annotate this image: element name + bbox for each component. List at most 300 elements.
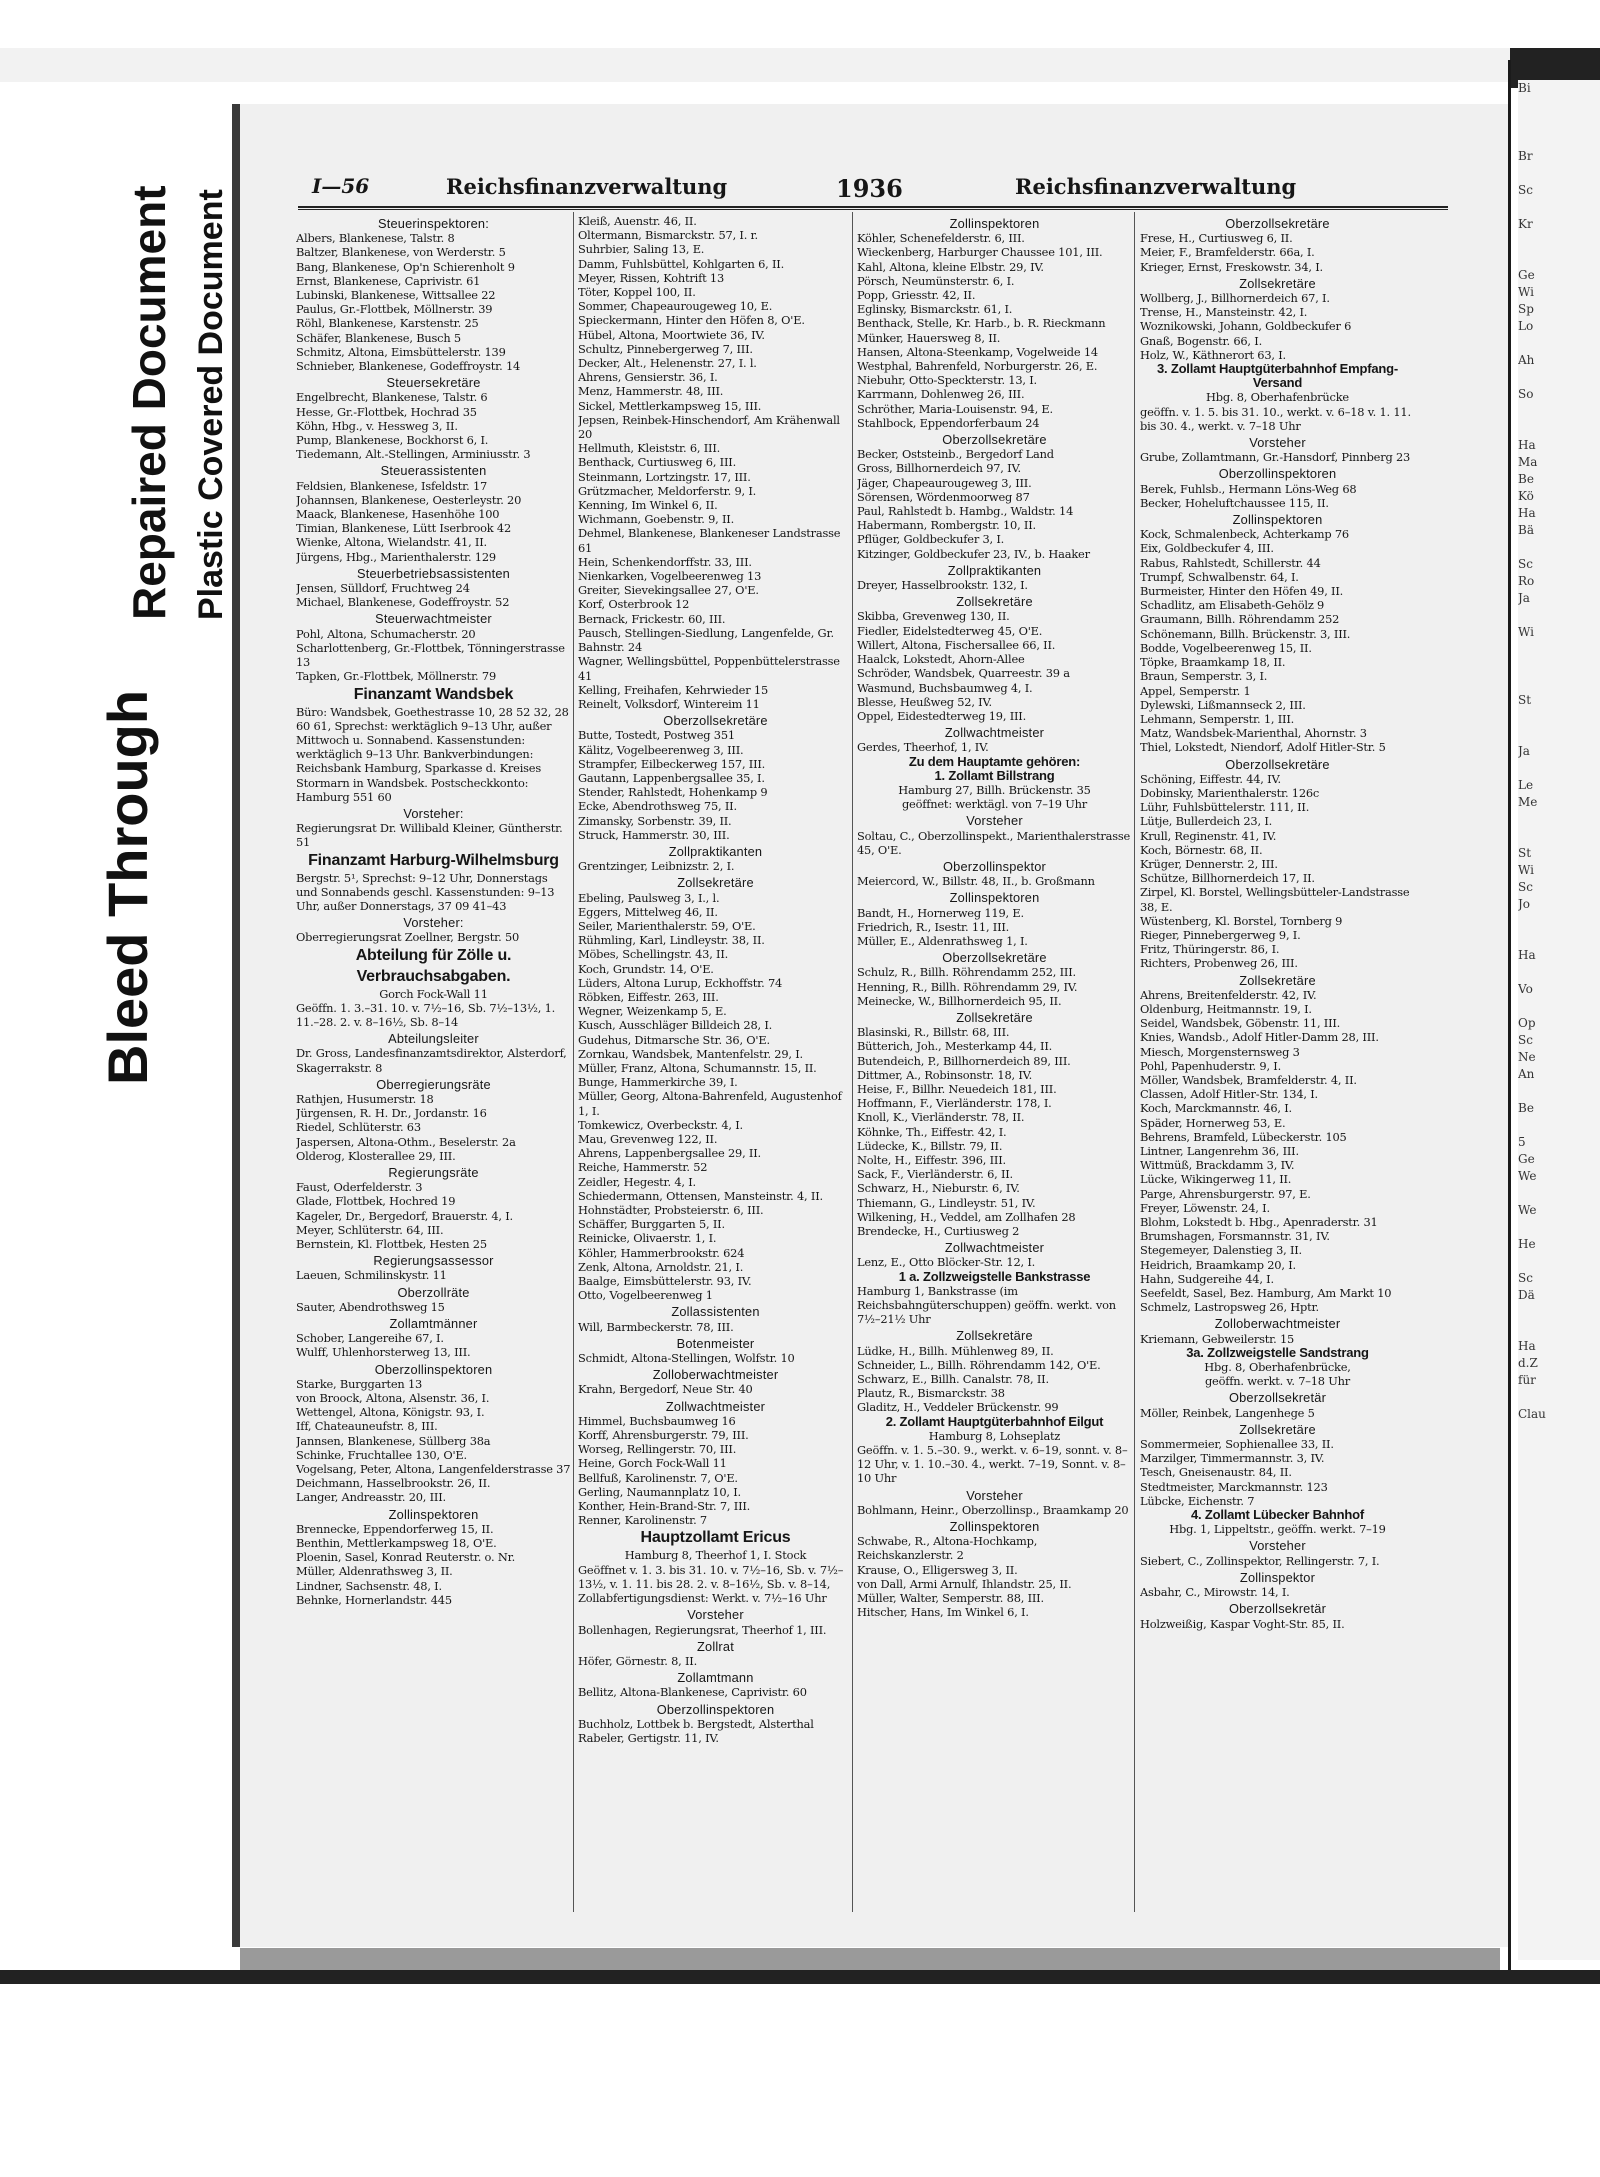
directory-entry: Büro: Wandsbek, Goethestrasse 10, 28 52 32, 28 60 61, Sprechst: werktäglich 9–13 Uhr, außer Mittwoch u. Sonnabend. Kassenstunden: werktäglich 9–13 Uhr. Bankverbindungen: Reichsbank Hamburg, Sparkasse d. Kreises Stormarn in Wandsbek. Postscheckkonto: Hamburg 551 60	[296, 704, 569, 804]
next-page-fragment: Ge	[1518, 268, 1535, 282]
next-page-fragment: We	[1518, 1169, 1537, 1183]
directory-entry: Struck, Hammerstr. 30, III.	[578, 827, 730, 842]
section-heading: Oberzollsekretär	[1228, 1390, 1327, 1406]
document-page	[240, 104, 1508, 1947]
directory-entry: Dr. Gross, Landesfinanzamtsdirektor, Alsterdorf, Skagerrakstr. 8	[296, 1046, 567, 1075]
section-heading: Zollsekretäre	[956, 1328, 1033, 1344]
directory-entry: Marzilger, Timmermannstr. 3, IV.	[1140, 1451, 1325, 1466]
directory-entry: Lücke, Wikingerweg 11, II.	[1140, 1172, 1292, 1187]
next-page-fragment	[1518, 131, 1600, 148]
directory-entry: Scharlottenberg, Gr.-Flottbek, Tönningerstrasse 13	[296, 640, 565, 670]
directory-entry: Nolte, H., Eiffestr. 396, III.	[857, 1153, 1006, 1167]
directory-entry: Worseg, Rellingerstr. 70, III.	[578, 1442, 737, 1457]
next-page-fragment: Kr	[1518, 217, 1533, 231]
office-address: Gorch Fock-Wall 11	[379, 986, 488, 1001]
directory-entry: Zimansky, Sorbenstr. 39, II.	[578, 813, 732, 828]
directory-entry: Stegemeyer, Dalenstieg 3, II.	[1140, 1243, 1302, 1258]
directory-entry: Pohl, Altona, Schumacherstr. 20	[296, 626, 476, 641]
section-heading: Oberzollsekretäre	[942, 432, 1047, 448]
directory-entry: Bohlmann, Heinr., Oberzollinsp., Braamkamp 20	[857, 1502, 1129, 1517]
directory-entry: Koch, Grundstr. 14, O'E.	[578, 961, 714, 976]
next-page-fragment	[1518, 760, 1600, 777]
next-page-fragment: Sc	[1518, 1033, 1533, 1047]
directory-entry: Lintner, Langenrehm 36, III.	[1140, 1144, 1299, 1158]
directory-entry: Kageler, Dr., Bergedorf, Brauerstr. 4, I.	[296, 1208, 513, 1223]
directory-entry: Wilkening, H., Veddel, am Zollhafen 28	[857, 1209, 1076, 1224]
directory-entry: Timian, Blankenese, Lütt Iserbrook 42	[296, 521, 512, 536]
next-page-fragment	[1518, 114, 1600, 131]
directory-entry: Koch, Börnestr. 68, II.	[1140, 842, 1263, 857]
directory-entry: Starke, Burggarten 13	[296, 1376, 423, 1391]
directory-entry: Johannsen, Blankenese, Oesterleystr. 20	[296, 492, 522, 507]
header-rule	[298, 206, 1448, 208]
directory-entry: Schönemann, Billh. Brückenstr. 3, III.	[1140, 626, 1351, 641]
directory-entry: Sickel, Mettlerkampsweg 15, III.	[578, 398, 762, 413]
office-address: Hamburg 8, Theerhof 1, I. Stock	[624, 1548, 807, 1563]
directory-entry: Riedel, Schlüterstr. 63	[296, 1120, 421, 1135]
directory-entry: Hansen, Altona-Steenkamp, Vogelweide 14	[857, 344, 1098, 359]
directory-entry: Wienke, Altona, Wielandstr. 41, II.	[296, 535, 487, 550]
directory-entry: Kleiß, Auenstr. 46, II.	[578, 214, 697, 228]
section-heading: Vorsteher:	[403, 805, 464, 821]
office-heading: 3a. Zollzweigstelle Sandstrang	[1186, 1344, 1369, 1360]
directory-entry: Baltzer, Blankenese, von Werderstr. 5	[296, 245, 506, 260]
next-page-fragment: Bä	[1518, 523, 1534, 537]
directory-entry: Kenning, Im Winkel 6, II.	[578, 498, 718, 513]
directory-entry: Asbahr, C., Mirowstr. 14, I.	[1140, 1585, 1290, 1600]
section-heading: Zollamtmänner	[389, 1316, 478, 1332]
column-3	[857, 214, 1132, 1620]
section-heading: Zollwachtmeister	[944, 1240, 1045, 1256]
directory-entry: Schäffer, Burggarten 5, II.	[578, 1217, 725, 1232]
directory-entry: Bollenhagen, Regierungsrat, Theerhof 1, III.	[578, 1622, 827, 1637]
directory-entry: Hitscher, Hans, Im Winkel 6, I.	[857, 1605, 1029, 1620]
directory-entry: Korf, Osterbrook 12	[578, 597, 690, 612]
section-heading: Oberzollsekretäre	[663, 713, 768, 729]
directory-entry: Matz, Wandsbek-Marienthal, Ahornstr. 3	[1140, 726, 1367, 741]
directory-entry: Zeidler, Hegestr. 4, I.	[578, 1174, 696, 1189]
directory-entry: Westphal, Bahrenfeld, Norburgerstr. 26, E.	[857, 359, 1098, 374]
section-heading: Abteilungsleiter	[388, 1031, 479, 1047]
column-divider	[1134, 212, 1135, 1912]
directory-entry: Schmitz, Altona, Eimsbüttelerstr. 139	[296, 344, 506, 359]
next-page-fragment	[1518, 913, 1600, 930]
directory-entry: Krahn, Bergedorf, Neue Str. 40	[578, 1382, 753, 1397]
next-page-fragment: Ne	[1518, 1050, 1536, 1064]
directory-entry: Karrmann, Dohlenweg 26, III.	[857, 387, 1025, 402]
directory-entry: Ahrens, Breitenfelderstr. 42, IV.	[1140, 987, 1317, 1002]
directory-entry: Lenz, E., Otto Blöcker-Str. 12, I.	[857, 1255, 1036, 1270]
section-heading: Zollsekretäre	[1239, 972, 1316, 988]
next-page-fragment: An	[1518, 1067, 1535, 1081]
next-page-fragment	[1518, 403, 1600, 420]
directory-entry: Schiedermann, Ottensen, Mansteinstr. 4, II.	[578, 1188, 823, 1203]
section-heading: Steuerwachtmeister	[375, 611, 492, 627]
directory-entry: Miesch, Morgensternsweg 3	[1140, 1044, 1300, 1059]
section-heading: Zollinspektoren	[1232, 512, 1323, 528]
directory-entry: Oppel, Eidestedterweg 19, III.	[857, 708, 1027, 723]
bleed-through-label: Bleed Through	[96, 689, 159, 1085]
directory-entry: Tapken, Gr.-Flottbek, Möllnerstr. 79	[296, 669, 496, 684]
section-heading: Vorsteher	[1249, 1538, 1306, 1554]
directory-entry: Bunge, Hammerkirche 39, I.	[578, 1075, 738, 1090]
directory-entry: Müller, Walter, Semperstr. 88, III.	[857, 1591, 1044, 1606]
directory-entry: Paul, Rahlstedt b. Hambg., Waldstr. 14	[857, 504, 1074, 519]
section-heading: Zollinspektoren	[949, 1519, 1040, 1535]
section-heading: Vorsteher	[687, 1607, 744, 1623]
directory-entry: Thiemann, G., Lindleystr. 51, IV.	[857, 1195, 1036, 1210]
scan-frame-top	[0, 48, 1600, 82]
office-address: Hbg. 8, Oberhafenbrücke	[1206, 390, 1349, 405]
next-page-fragment	[1518, 998, 1600, 1015]
directory-entry: Geöffnet v. 1. 3. bis 31. 10. v. 7½–16, Sb. v. 7½–13½, v. 1. 11. bis 28. 2. v. 8–16½, Sb. v. 8–14, Zollabfertigungsdienst: Werkt. v. 7½–16 Uhr	[578, 1562, 844, 1606]
office-address: geöffnet: werktägl. von 7–19 Uhr	[901, 797, 1088, 812]
directory-entry: Hoffmann, F., Vierländerstr. 178, I.	[857, 1096, 1052, 1111]
directory-entry: Knoll, K., Vierländerstr. 78, II.	[857, 1110, 1025, 1125]
directory-entry: Mau, Grevenweg 122, II.	[578, 1132, 718, 1146]
office-title: Finanzamt Wandsbek	[353, 685, 514, 703]
next-page-fragment	[1518, 97, 1600, 114]
directory-entry: Sommer, Chapeaurougeweg 10, E.	[578, 299, 773, 314]
directory-entry: Langer, Andreasstr. 20, III.	[296, 1490, 446, 1505]
column-1	[296, 214, 571, 1607]
directory-entry: Schinke, Fruchtallee 130, O'E.	[296, 1447, 467, 1462]
next-page-fragment: Vo	[1518, 982, 1533, 996]
section-heading: Steuerbetriebsassistenten	[357, 565, 510, 581]
next-page-fragment	[1518, 1083, 1600, 1100]
next-page-strip	[1518, 80, 1600, 1960]
directory-entry: Brennecke, Eppendorferweg 15, II.	[296, 1521, 494, 1536]
directory-entry: Dylewski, Lißmannseck 2, III.	[1140, 697, 1306, 712]
directory-entry: Grützmacher, Meldorferstr. 9, I.	[578, 483, 757, 498]
office-address: geöffn. werkt. v. 7–18 Uhr	[1204, 1374, 1351, 1389]
directory-entry: Regierungsrat Dr. Willibald Kleiner, Güntherstr. 51	[296, 821, 563, 850]
office-title: Finanzamt Harburg-Wilhelmsburg	[308, 851, 559, 869]
directory-entry: Pausch, Stellingen-Siedlung, Langenfelde, Gr. Bahnstr. 24	[578, 625, 834, 655]
directory-entry: Kälitz, Vogelbeerenweg 3, III.	[578, 742, 744, 757]
directory-entry: Schwarz, H., Nieburstr. 6, IV.	[857, 1181, 1020, 1196]
directory-entry: Menz, Hammerstr. 48, III.	[578, 384, 724, 399]
directory-entry: Feldsien, Blankenese, Isfeldstr. 17	[296, 478, 488, 493]
next-page-fragment: So	[1518, 387, 1534, 401]
directory-entry: Sauter, Abendrothsweg 15	[296, 1299, 445, 1314]
next-page-fragment	[1518, 233, 1600, 250]
directory-entry: Renner, Karolinenstr. 7	[578, 1513, 707, 1528]
next-page-fragment	[1518, 369, 1600, 386]
directory-entry: Geöffn. v. 1. 5.–30. 9., werkt. v. 6–19, sonnt. v. 8–12 Uhr, v. 1. 10.–30. 4., werkt. 7–19, Sonnt. v. 8–10 Uhr	[857, 1443, 1128, 1486]
header-title-right: Reichsfinanzverwaltung	[1015, 174, 1297, 199]
section-heading: Zollwachtmeister	[665, 1398, 766, 1414]
office-heading: 4. Zollamt Lübecker Bahnhof	[1190, 1507, 1364, 1523]
next-page-fragment: Ma	[1518, 455, 1538, 469]
next-page-fragment: Clau	[1518, 1407, 1546, 1421]
directory-entry: Sack, F., Vierländerstr. 6, II.	[857, 1167, 1013, 1182]
directory-entry: Köhler, Schenefelderstr. 6, III.	[857, 231, 1025, 246]
directory-entry: von Dall, Armi Arnulf, Ihlandstr. 25, II.	[857, 1576, 1072, 1591]
directory-entry: Korff, Ahrensburgerstr. 79, III.	[578, 1428, 749, 1443]
directory-entry: Wittmüß, Brackdamm 3, IV.	[1140, 1158, 1295, 1173]
next-page-fragment: Sp	[1518, 302, 1534, 316]
directory-entry: Kitzinger, Goldbeckufer 23, IV., b. Haaker	[857, 546, 1090, 561]
directory-entry: Benthin, Mettlerkampsweg 18, O'E.	[296, 1536, 497, 1551]
next-page-fragment: Dä	[1518, 1288, 1535, 1302]
directory-entry: Wollberg, J., Billhornerdeich 67, I.	[1140, 291, 1330, 306]
section-heading: Zollinspektoren	[949, 216, 1040, 231]
section-heading: Vorsteher:	[403, 915, 464, 931]
directory-entry: Kriemann, Gebweilerstr. 15	[1140, 1331, 1295, 1346]
directory-entry: Zornkau, Wandsbek, Mantenfelstr. 29, I.	[578, 1046, 803, 1061]
directory-entry: Köhler, Hammerbrookstr. 624	[578, 1245, 745, 1260]
directory-entry: Parge, Ahrensburgerstr. 97, E.	[1140, 1186, 1311, 1201]
directory-entry: Braun, Semperstr. 3, I.	[1140, 669, 1268, 684]
column-4	[1140, 214, 1415, 1631]
directory-entry: Meinecke, W., Billhornerdeich 95, II.	[857, 993, 1062, 1008]
directory-entry: Damm, Fuhlsbüttel, Kohlgarten 6, II.	[578, 256, 784, 271]
directory-entry: Fritz, Thüringerstr. 86, I.	[1140, 942, 1280, 957]
section-heading: Vorsteher	[966, 1487, 1023, 1503]
directory-entry: Berek, Fuhlsb., Hermann Löns-Weg 68	[1140, 481, 1357, 496]
directory-entry: Rabeler, Gertigstr. 11, IV.	[578, 1730, 719, 1745]
directory-entry: Steinmann, Lortzingstr. 17, III.	[578, 469, 751, 484]
directory-entry: Wasmund, Buchsbaumweg 4, I.	[857, 680, 1033, 695]
directory-entry: Schulz, R., Billh. Röhrendamm 252, III.	[857, 965, 1076, 980]
page-gutter-line	[1508, 60, 1511, 1970]
next-page-fragment: St	[1518, 693, 1532, 707]
directory-entry: Reinelt, Volksdorf, Wintereim 11	[578, 696, 760, 711]
directory-entry: Lehmann, Semperstr. 1, III.	[1140, 711, 1295, 726]
next-page-fragment	[1518, 335, 1600, 352]
directory-entry: Wulff, Uhlenhorsterweg 13, III.	[296, 1345, 471, 1360]
office-title: Hauptzollamt Ericus	[640, 1529, 791, 1547]
directory-entry: Lübcke, Eichenstr. 7	[1140, 1493, 1255, 1508]
directory-entry: Wettengel, Altona, Königstr. 93, I.	[296, 1405, 485, 1420]
next-page-fragment: Ha	[1518, 948, 1536, 962]
directory-entry: Jürgensen, R. H. Dr., Jordanstr. 16	[296, 1106, 487, 1121]
directory-entry: Schmidt, Altona-Stellingen, Wolfstr. 10	[578, 1351, 795, 1366]
directory-entry: Lubinski, Blankenese, Wittsallee 22	[296, 288, 496, 303]
directory-entry: Sörensen, Wördenmoorweg 87	[857, 489, 1030, 504]
directory-entry: Rathjen, Husumerstr. 18	[296, 1091, 434, 1106]
repaired-document-label: Repaired Document	[123, 185, 175, 620]
directory-entry: Oltermann, Bismarckstr. 57, I. r.	[578, 228, 758, 243]
directory-entry: Stedtmeister, Marckmannstr. 123	[1140, 1479, 1328, 1494]
directory-entry: Dobinsky, Marienthalerstr. 126c	[1140, 785, 1320, 800]
office-title: Abteilung für Zölle u. Verbrauchsabgaben.	[355, 946, 512, 985]
directory-entry: Decker, Alt., Helenenstr. 27, I. l.	[578, 356, 757, 371]
directory-entry: Friedrich, R., Isestr. 11, III.	[857, 919, 1010, 934]
directory-entry: Bellfuß, Karolinenstr. 7, O'E.	[578, 1470, 738, 1485]
directory-entry: Skibba, Grevenweg 130, II.	[857, 609, 1010, 624]
directory-entry: Lüdke, H., Billh. Mühlenweg 89, II.	[857, 1343, 1054, 1358]
section-heading: Zollinspektoren	[388, 1506, 479, 1522]
directory-entry: Blohm, Lokstedt b. Hbg., Apenraderstr. 31	[1140, 1215, 1378, 1230]
directory-entry: Schwarz, E., Billh. Canalstr. 78, II.	[857, 1372, 1049, 1387]
section-heading: Oberzollinspektoren	[656, 1701, 775, 1717]
directory-entry: Höfer, Görnestr. 8, II.	[578, 1653, 698, 1668]
directory-entry: Lütje, Bullerdeich 23, I.	[1140, 814, 1273, 829]
directory-entry: Schneider, L., Billh. Röhrendamm 142, O'E.	[857, 1357, 1101, 1372]
directory-entry: Jäger, Chapeaurougeweg 3, III.	[857, 475, 1032, 490]
directory-entry: Bodde, Vogelbeerenweg 15, II.	[1140, 640, 1312, 655]
directory-entry: Müller, Franz, Altona, Schumannstr. 15, II.	[578, 1060, 817, 1075]
next-page-fragment: He	[1518, 1237, 1536, 1251]
section-heading: Botenmeister	[676, 1335, 755, 1351]
next-page-fragment: Sc	[1518, 1271, 1533, 1285]
next-page-fragment: Bi	[1518, 81, 1531, 95]
next-page-fragment: Wi	[1518, 625, 1534, 639]
directory-entry: Kelling, Freihafen, Kehrwieder 15	[578, 682, 768, 697]
office-heading: 2. Zollamt Hauptgüterbahnhof Eilgut	[885, 1413, 1104, 1429]
next-page-fragment	[1518, 930, 1600, 947]
directory-entry: Butte, Tostedt, Postweg 351	[578, 728, 735, 743]
directory-entry: Schultz, Pinnebergerweg 7, III.	[578, 341, 753, 356]
directory-entry: Hellmuth, Kleiststr. 6, III.	[578, 441, 721, 456]
directory-entry: Bergstr. 5¹, Sprechst: 9–12 Uhr, Donnerstags und Sonnabends geschl. Kassenstunden: 9–13 Uhr, außer Donnerstags, 37 09 41–43	[296, 870, 555, 913]
directory-entry: Albers, Blankenese, Talstr. 8	[296, 231, 455, 246]
next-page-fragment	[1518, 964, 1600, 981]
section-heading: Zolloberwachtmeister	[652, 1367, 779, 1383]
directory-entry: Behnke, Hornerlandstr. 445	[296, 1592, 452, 1607]
next-page-fragment	[1518, 420, 1600, 437]
directory-entry: Tomkewicz, Overbeckstr. 4, I.	[578, 1117, 743, 1132]
section-heading: Vorsteher	[1249, 435, 1306, 451]
directory-entry: Schröther, Maria-Louisenstr. 94, E.	[857, 401, 1053, 416]
directory-entry: geöffn. v. 1. 5. bis 31. 10., werkt. v. 6–18 v. 1. 11. bis 30. 4., werkt. v. 7–18 Uhr	[1140, 404, 1411, 433]
directory-entry: Geöffn. 1. 3.–31. 10. v. 7½–16, Sb. 7½–13½, 1. 11.–28. 2. v. 8–16½, Sb. 8–14	[296, 1000, 556, 1029]
section-heading: Oberzollinspektor	[943, 858, 1046, 874]
office-heading: 1 a. Zollzweigstelle Bankstrasse	[898, 1268, 1091, 1284]
directory-entry: Jaspersen, Altona-Othm., Beselerstr. 2a	[296, 1134, 516, 1149]
directory-entry: Tesch, Gneisenaustr. 84, II.	[1140, 1465, 1292, 1480]
directory-entry: Stahlbock, Eppendorferbaum 24	[857, 415, 1040, 430]
directory-entry: Fiedler, Eidelstedterweg 45, O'E.	[857, 623, 1043, 638]
section-heading: Steuerassistenten	[380, 463, 487, 479]
section-heading: Zollinspektoren	[949, 890, 1040, 906]
next-page-fragment: Ro	[1518, 574, 1535, 588]
next-page-fragment	[1518, 539, 1600, 556]
next-page-fragment: Sc	[1518, 557, 1533, 571]
directory-entry: Strampfer, Eilbeckerweg 157, III.	[578, 756, 766, 771]
directory-entry: Engelbrecht, Blankenese, Talstr. 6	[296, 390, 488, 405]
section-heading: Steuerinspektoren:	[377, 216, 490, 231]
directory-entry: Laeuen, Schmilinskystr. 11	[296, 1268, 447, 1283]
directory-entry: Bellitz, Altona-Blankenese, Caprivistr. 60	[578, 1685, 807, 1700]
section-heading: Zollsekretäre	[677, 875, 754, 891]
next-page-fragment	[1518, 709, 1600, 726]
directory-entry: Schober, Langereihe 67, I.	[296, 1331, 444, 1346]
office-heading: 1. Zollamt Billstrang	[934, 767, 1055, 783]
directory-entry: Gudehus, Ditmarsche Str. 36, O'E.	[578, 1032, 770, 1047]
directory-entry: Popp, Griesstr. 42, II.	[857, 288, 976, 303]
directory-entry: Soltau, C., Oberzollinspekt., Marienthalerstrasse 45, O'E.	[857, 828, 1131, 857]
directory-entry: Suhrbier, Saling 13, E.	[578, 242, 705, 257]
directory-entry: Heine, Gorch Fock-Wall 11	[578, 1456, 727, 1471]
directory-entry: Brendecke, H., Curtiusweg 2	[857, 1224, 1020, 1239]
section-heading: Zollsekretäre	[1239, 275, 1316, 291]
header-rule-thin	[298, 209, 1448, 210]
column-divider	[573, 212, 574, 1912]
directory-entry: Möller, Reinbek, Langenhege 5	[1140, 1405, 1315, 1420]
directory-entry: Heise, F., Billhr. Neuedeich 181, III.	[857, 1081, 1057, 1096]
section-heading: Oberzollräte	[397, 1284, 470, 1300]
directory-entry: Pörsch, Neumünsterstr. 6, I.	[857, 273, 1015, 288]
directory-entry: Dehmel, Blankenese, Blankeneser Landstrasse 61	[578, 526, 841, 555]
next-page-fragment: St	[1518, 846, 1532, 860]
next-page-fragment: Sc	[1518, 183, 1533, 197]
directory-entry: Eggers, Mittelweg 46, II.	[578, 904, 718, 919]
section-heading: Zollpraktikanten	[947, 562, 1042, 578]
directory-entry: Will, Barmbeckerstr. 78, III.	[578, 1319, 734, 1334]
directory-entry: Lindner, Sachsenstr. 48, I.	[296, 1578, 442, 1593]
directory-entry: Wagner, Wellingsbüttel, Poppenbüttelerstrasse 41	[578, 654, 840, 683]
directory-entry: Habermann, Rombergstr. 10, II.	[857, 518, 1036, 533]
directory-entry: Bernstein, Kl. Flottbek, Hesten 25	[296, 1237, 487, 1251]
directory-entry: Benthack, Curtiusweg 6, III.	[578, 455, 736, 470]
section-heading: Zollwachtmeister	[944, 725, 1045, 741]
directory-entry: Haalck, Lokstedt, Ahorn-Allee	[857, 652, 1025, 667]
directory-entry: Gnaß, Bogenstr. 66, I.	[1140, 333, 1262, 348]
section-heading: Oberzollsekretär	[1228, 1601, 1327, 1617]
directory-entry: Ahrens, Lappenbergsallee 29, II.	[578, 1146, 761, 1161]
directory-entry: Bandt, H., Hornerweg 119, E.	[857, 905, 1024, 920]
directory-entry: Stender, Rahlstedt, Hohenkamp 9	[578, 785, 768, 800]
directory-entry: Jensen, Sülldorf, Fruchtweg 24	[296, 581, 470, 596]
directory-entry: Köhn, Hbg., v. Hessweg 3, II.	[296, 418, 458, 433]
directory-entry: Ahrens, Gensierstr. 36, I.	[578, 370, 718, 385]
directory-entry: Blesse, Heußweg 52, IV.	[857, 694, 992, 709]
directory-entry: Seefeldt, Sasel, Bez. Hamburg, Am Markt 10	[1140, 1286, 1392, 1301]
directory-entry: Meyer, Schlüterstr. 64, III.	[296, 1222, 444, 1237]
directory-entry: Schmelz, Lastropsweg 26, Hptr.	[1140, 1300, 1319, 1315]
directory-entry: Schöning, Eiffestr. 44, IV.	[1140, 771, 1281, 786]
next-page-fragment	[1518, 1253, 1600, 1270]
scan-frame-bottom	[0, 1970, 1600, 1984]
next-page-fragment	[1518, 165, 1600, 182]
directory-entry: Paulus, Gr.-Flottbek, Möllnerstr. 39	[296, 302, 493, 317]
directory-entry: Plautz, R., Bismarckstr. 38	[857, 1386, 1005, 1401]
next-page-fragment: Sc	[1518, 880, 1533, 894]
directory-entry: Holz, W., Käthnerort 63, I.	[1140, 347, 1286, 362]
directory-entry: Jürgens, Hbg., Marienthalerstr. 129	[296, 549, 496, 564]
next-page-fragment: 5	[1518, 1135, 1526, 1149]
directory-entry: Freyer, Löwenstr. 24, I.	[1140, 1200, 1270, 1215]
section-heading: Oberzollsekretäre	[1225, 756, 1330, 772]
page-number: I—56	[312, 174, 370, 198]
directory-entry: Müller, Aldenrathsweg 3, II.	[296, 1564, 453, 1579]
directory-entry: Rabus, Rahlstedt, Schillerstr. 44	[1140, 555, 1321, 570]
directory-entry: Zenk, Altona, Arnoldstr. 21, I.	[578, 1259, 744, 1274]
directory-entry: Hahn, Sudgereihe 44, I.	[1140, 1271, 1274, 1286]
directory-entry: Bang, Blankenese, Op'n Schierenholt 9	[296, 259, 515, 274]
directory-entry: Töter, Koppel 100, II.	[578, 285, 696, 300]
directory-entry: Ecke, Abendrothsweg 75, II.	[578, 799, 737, 814]
directory-entry: Otto, Vogelbeerenweg 1	[578, 1288, 713, 1303]
directory-entry: Olderog, Klosterallee 29, III.	[296, 1148, 456, 1163]
next-page-fragment: Ha	[1518, 1339, 1536, 1353]
directory-entry: Holzweißig, Kaspar Voght-Str. 85, II.	[1140, 1616, 1345, 1631]
next-page-fragment: Kö	[1518, 489, 1534, 503]
header-year: 1936	[836, 174, 903, 203]
directory-entry: Hein, Schenkendorffstr. 33, III.	[578, 554, 752, 569]
next-page-fragment	[1518, 250, 1600, 267]
directory-entry: Woznikowski, Johann, Goldbeckufer 6	[1140, 319, 1352, 334]
next-page-fragment	[1518, 675, 1600, 692]
directory-entry: Lühr, Fuhlsbüttelerstr. 111, II.	[1140, 800, 1310, 815]
directory-entry: Kock, Schmalenbeck, Achterkamp 76	[1140, 527, 1349, 542]
section-heading: Zollrat	[697, 1638, 734, 1654]
directory-entry: Dreyer, Hasselbrookstr. 132, I.	[857, 578, 1028, 593]
directory-entry: Meiercord, W., Billstr. 48, II., b. Großmann	[857, 874, 1095, 889]
